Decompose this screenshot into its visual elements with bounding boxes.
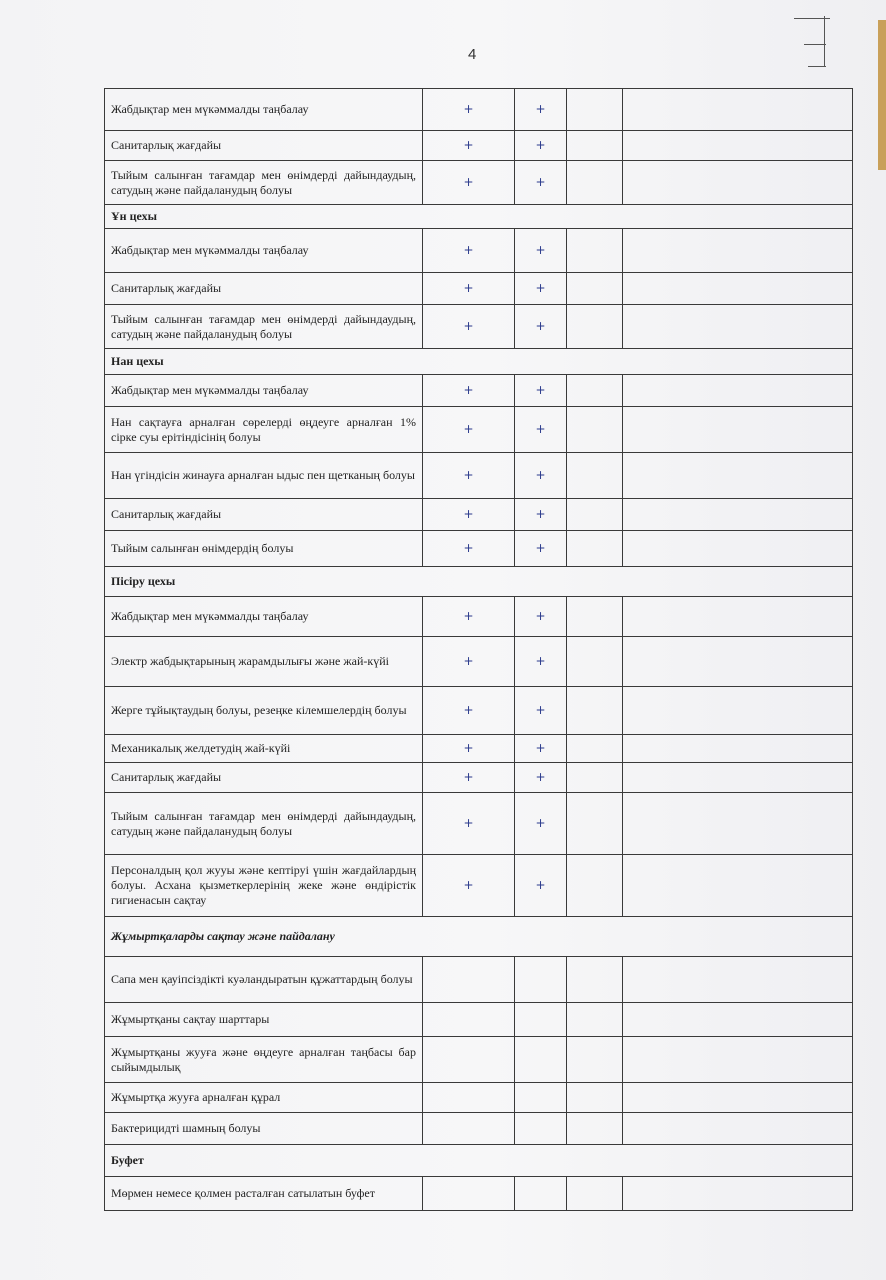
empty-cell-third <box>567 499 623 531</box>
empty-cell-third <box>567 687 623 735</box>
item-label: Жабдықтар мен мүкәммалды таңбалау <box>105 375 423 407</box>
remarks-cell <box>623 1113 853 1145</box>
mark-cell-second: + <box>515 597 567 637</box>
mark-cell-first: + <box>423 453 515 499</box>
mark-cell-first: + <box>423 229 515 273</box>
remarks-cell <box>623 763 853 793</box>
remarks-cell <box>623 1177 853 1211</box>
mark-cell-second: + <box>515 273 567 305</box>
remarks-cell <box>623 131 853 161</box>
remarks-cell <box>623 1083 853 1113</box>
table-row <box>105 453 853 499</box>
mark-cell-second: + <box>515 637 567 687</box>
item-label: Электр жабдықтарының жарамдылығы және жай-күйі <box>105 637 423 687</box>
mark-cell-second: + <box>515 531 567 567</box>
mark-cell-first <box>423 1083 515 1113</box>
item-label: Тыйым салынған тағамдар мен өнімдерді дайындаудың, сатудың және пайдаланудың болуы <box>105 305 423 349</box>
empty-cell-third <box>567 131 623 161</box>
empty-cell-third <box>567 1177 623 1211</box>
corner-mark-icon <box>794 16 834 68</box>
table-row <box>105 499 853 531</box>
mark-cell-first: + <box>423 407 515 453</box>
empty-cell-third <box>567 1037 623 1083</box>
mark-cell-first: + <box>423 499 515 531</box>
remarks-cell <box>623 957 853 1003</box>
mark-cell-second: + <box>515 499 567 531</box>
table-row <box>105 793 853 855</box>
remarks-cell <box>623 793 853 855</box>
mark-cell-first: + <box>423 687 515 735</box>
mark-cell-second: + <box>515 305 567 349</box>
table-row <box>105 1003 853 1037</box>
item-label: Санитарлық жағдайы <box>105 763 423 793</box>
empty-cell-third <box>567 375 623 407</box>
table-row <box>105 597 853 637</box>
table-row <box>105 1113 853 1145</box>
empty-cell-third <box>567 855 623 917</box>
mark-cell-first: + <box>423 637 515 687</box>
mark-cell-first: + <box>423 597 515 637</box>
item-label: Тыйым салынған тағамдар мен өнімдерді дайындаудың, сатудың және пайдаланудың болуы <box>105 793 423 855</box>
mark-cell-second: + <box>515 131 567 161</box>
empty-cell-third <box>567 273 623 305</box>
item-label: Жерге тұйықтаудың болуы, резеңке кілемшелердің болуы <box>105 687 423 735</box>
section-heading: Жұмыртқаларды сақтау және пайдалану <box>105 917 853 957</box>
empty-cell-third <box>567 957 623 1003</box>
remarks-cell <box>623 531 853 567</box>
mark-cell-first: + <box>423 793 515 855</box>
mark-cell-first: + <box>423 161 515 205</box>
mark-cell-first <box>423 957 515 1003</box>
mark-cell-second <box>515 1037 567 1083</box>
item-label: Жұмыртқаны сақтау шарттары <box>105 1003 423 1037</box>
empty-cell-third <box>567 453 623 499</box>
mark-cell-second <box>515 1003 567 1037</box>
empty-cell-third <box>567 735 623 763</box>
item-label: Тыйым салынған тағамдар мен өнімдерді дайындаудың, сатудың және пайдаланудың болуы <box>105 161 423 205</box>
checklist-table <box>104 88 853 1211</box>
section-row <box>105 205 853 229</box>
empty-cell-third <box>567 407 623 453</box>
item-label: Жабдықтар мен мүкәммалды таңбалау <box>105 229 423 273</box>
empty-cell-third <box>567 793 623 855</box>
table-row <box>105 735 853 763</box>
section-row <box>105 567 853 597</box>
mark-cell-second: + <box>515 407 567 453</box>
empty-cell-third <box>567 637 623 687</box>
mark-cell-first: + <box>423 89 515 131</box>
table-row <box>105 407 853 453</box>
remarks-cell <box>623 637 853 687</box>
remarks-cell <box>623 855 853 917</box>
table-row <box>105 161 853 205</box>
mark-cell-second: + <box>515 161 567 205</box>
section-heading: Пісіру цехы <box>105 567 853 597</box>
mark-cell-second <box>515 1177 567 1211</box>
item-label: Санитарлық жағдайы <box>105 499 423 531</box>
item-label: Санитарлық жағдайы <box>105 273 423 305</box>
table-row <box>105 131 853 161</box>
table-row <box>105 855 853 917</box>
mark-cell-second: + <box>515 229 567 273</box>
remarks-cell <box>623 89 853 131</box>
mark-cell-first: + <box>423 855 515 917</box>
item-label: Тыйым салынған өнімдердің болуы <box>105 531 423 567</box>
remarks-cell <box>623 1003 853 1037</box>
remarks-cell <box>623 453 853 499</box>
empty-cell-third <box>567 161 623 205</box>
mark-cell-second: + <box>515 89 567 131</box>
mark-cell-first: + <box>423 763 515 793</box>
page-number: 4 <box>468 46 477 63</box>
item-label: Жұмыртқаны жууға және өңдеуге арналған таңбасы бар сыйымдылық <box>105 1037 423 1083</box>
empty-cell-third <box>567 763 623 793</box>
remarks-cell <box>623 735 853 763</box>
mark-cell-first: + <box>423 305 515 349</box>
remarks-cell <box>623 229 853 273</box>
item-label: Персоналдың қол жууы және кептіруі үшін жағдайлардың болуы. Асхана қызметкерлерінің жеке және өндірістік гигиенасын сақтау <box>105 855 423 917</box>
mark-cell-first: + <box>423 735 515 763</box>
mark-cell-second: + <box>515 375 567 407</box>
remarks-cell <box>623 687 853 735</box>
remarks-cell <box>623 375 853 407</box>
remarks-cell <box>623 597 853 637</box>
section-row <box>105 1145 853 1177</box>
remarks-cell <box>623 161 853 205</box>
mark-cell-first <box>423 1113 515 1145</box>
mark-cell-first: + <box>423 375 515 407</box>
remarks-cell <box>623 305 853 349</box>
item-label: Санитарлық жағдайы <box>105 131 423 161</box>
empty-cell-third <box>567 305 623 349</box>
mark-cell-first <box>423 1037 515 1083</box>
mark-cell-first: + <box>423 273 515 305</box>
item-label: Механикалық желдетудің жай-күйі <box>105 735 423 763</box>
mark-cell-first <box>423 1003 515 1037</box>
item-label: Бактерицидті шамның болуы <box>105 1113 423 1145</box>
empty-cell-third <box>567 597 623 637</box>
table-row <box>105 687 853 735</box>
remarks-cell <box>623 499 853 531</box>
mark-cell-second: + <box>515 687 567 735</box>
mark-cell-first <box>423 1177 515 1211</box>
mark-cell-second: + <box>515 793 567 855</box>
table-row <box>105 305 853 349</box>
table-row <box>105 273 853 305</box>
table-row <box>105 637 853 687</box>
mark-cell-second: + <box>515 763 567 793</box>
mark-cell-first: + <box>423 531 515 567</box>
item-label: Сапа мен қауіпсіздікті куәландыратын құжаттардың болуы <box>105 957 423 1003</box>
empty-cell-third <box>567 1083 623 1113</box>
remarks-cell <box>623 273 853 305</box>
table-row <box>105 1177 853 1211</box>
mark-cell-second: + <box>515 735 567 763</box>
mark-cell-second <box>515 957 567 1003</box>
empty-cell-third <box>567 1003 623 1037</box>
remarks-cell <box>623 1037 853 1083</box>
item-label: Мөрмен немесе қолмен расталған сатылатын буфет <box>105 1177 423 1211</box>
mark-cell-second: + <box>515 453 567 499</box>
table-row <box>105 229 853 273</box>
section-row <box>105 349 853 375</box>
table-row <box>105 1037 853 1083</box>
empty-cell-third <box>567 89 623 131</box>
empty-cell-third <box>567 229 623 273</box>
mark-cell-first: + <box>423 131 515 161</box>
mark-cell-second: + <box>515 855 567 917</box>
table-row <box>105 1083 853 1113</box>
table-row <box>105 375 853 407</box>
section-heading: Нан цехы <box>105 349 853 375</box>
mark-cell-second <box>515 1113 567 1145</box>
item-label: Нан үгіндісін жинауға арналған ыдыс пен щетканың болуы <box>105 453 423 499</box>
table-row <box>105 531 853 567</box>
table-row <box>105 957 853 1003</box>
item-label: Жұмыртқа жууға арналған құрал <box>105 1083 423 1113</box>
page-edge <box>878 20 886 170</box>
section-heading: Ұн цехы <box>105 205 853 229</box>
mark-cell-second <box>515 1083 567 1113</box>
empty-cell-third <box>567 1113 623 1145</box>
table-row <box>105 89 853 131</box>
item-label: Нан сақтауға арналған сөрелерді өңдеуге арналған 1% сірке суы ерітіндісінің болуы <box>105 407 423 453</box>
item-label: Жабдықтар мен мүкәммалды таңбалау <box>105 597 423 637</box>
item-label: Жабдықтар мен мүкәммалды таңбалау <box>105 89 423 131</box>
remarks-cell <box>623 407 853 453</box>
section-heading: Буфет <box>105 1145 853 1177</box>
section-row <box>105 917 853 957</box>
empty-cell-third <box>567 531 623 567</box>
table-row <box>105 763 853 793</box>
